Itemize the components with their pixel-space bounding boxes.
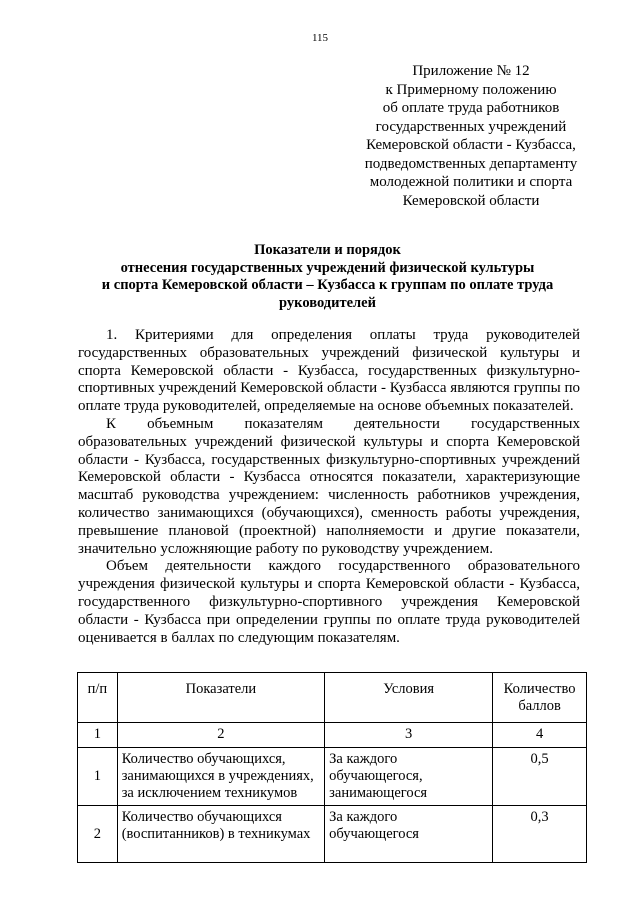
header-condition: Условия (325, 673, 493, 723)
header-num: п/п (78, 673, 118, 723)
row-number: 1 (78, 748, 118, 806)
paragraph-criteria: 1. Критериями для определения оплаты труда руководителей государственных образовательных учреждений физической культуры и спорта Кемеровской области - Кузбасса, государственных физкультурно-спортивных учреждений Кемеровской области - Кузбасса являются группы по оплате труда руководителей, определяемые на основе объемных показателей. (78, 327, 580, 415)
appendix-line: к Примерному положению (385, 81, 557, 98)
header-indicator: Показатели (117, 673, 324, 723)
row-indicator: Количество обучающихся, занимающихся в учреждениях, за исключением техникумов (117, 748, 324, 806)
appendix-line: Кемеровской области (402, 192, 540, 209)
title-line: руководителей (279, 294, 376, 311)
table-row (78, 806, 587, 863)
paragraph-scoring: Объем деятельности каждого государственного образовательного учреждения физической культуры и спорта Кемеровской области - Кузбасса, государственного физкультурно-спортивного учреждения Кемеровской области - Кузбасса при определении группы по оплате труда руководителей оценивается в баллах по следующим показателям. (78, 558, 580, 646)
appendix-line: подведомственных департаменту (364, 155, 578, 172)
title-line: отнесения государственных учреждений физической культуры (120, 259, 535, 276)
row-points: 0,3 (493, 806, 587, 863)
table-header-row (78, 673, 587, 723)
document-title (60, 242, 595, 312)
row-condition: За каждого обучающегося (325, 806, 493, 863)
appendix-line: Кемеровской области - Кузбасса, (366, 137, 576, 153)
table-row (78, 748, 587, 806)
appendix-line: Приложение № 12 (412, 63, 530, 79)
paragraph-volume-indicators: К объемным показателям деятельности государственных образовательных учреждений физической культуры и спорта Кемеровской области - Кузбасса, государственных физкультурно-спортивных учреждений Кемеровской области - Кузбасса относятся показатели, характеризующие масштаб руководства учреждением: численность работников учреждения, количество занимающихся (обучающихся), сменность работы учреждения, превышение плановой (проектной) наполняемости и другие показатели, значительно усложняющие работу по руководству учреждением. (78, 415, 580, 557)
column-number: 1 (78, 723, 118, 748)
row-indicator: Количество обучающихся (воспитанников) в техникумах (117, 806, 324, 863)
row-number: 2 (78, 806, 118, 863)
row-points: 0,5 (493, 748, 587, 806)
appendix-line: государственных учреждений (375, 118, 567, 135)
column-number: 3 (325, 723, 493, 748)
table-column-numbers-row (78, 723, 587, 748)
appendix-line: молодежной политики и спорта (369, 174, 573, 190)
appendix-line: об оплате труда работников (382, 100, 560, 116)
title-line: и спорта Кемеровской области – Кузбасса к группам по оплате труда (101, 277, 554, 293)
title-line: Показатели и порядок (254, 242, 401, 258)
column-number: 4 (493, 723, 587, 748)
appendix-header (340, 62, 602, 210)
indicators-table (77, 672, 587, 863)
header-points: Количество баллов (493, 673, 587, 723)
page-number: 115 (311, 32, 329, 44)
row-condition: За каждого обучающегося, занимающегося (325, 748, 493, 806)
column-number: 2 (117, 723, 324, 748)
body-text (78, 327, 580, 647)
